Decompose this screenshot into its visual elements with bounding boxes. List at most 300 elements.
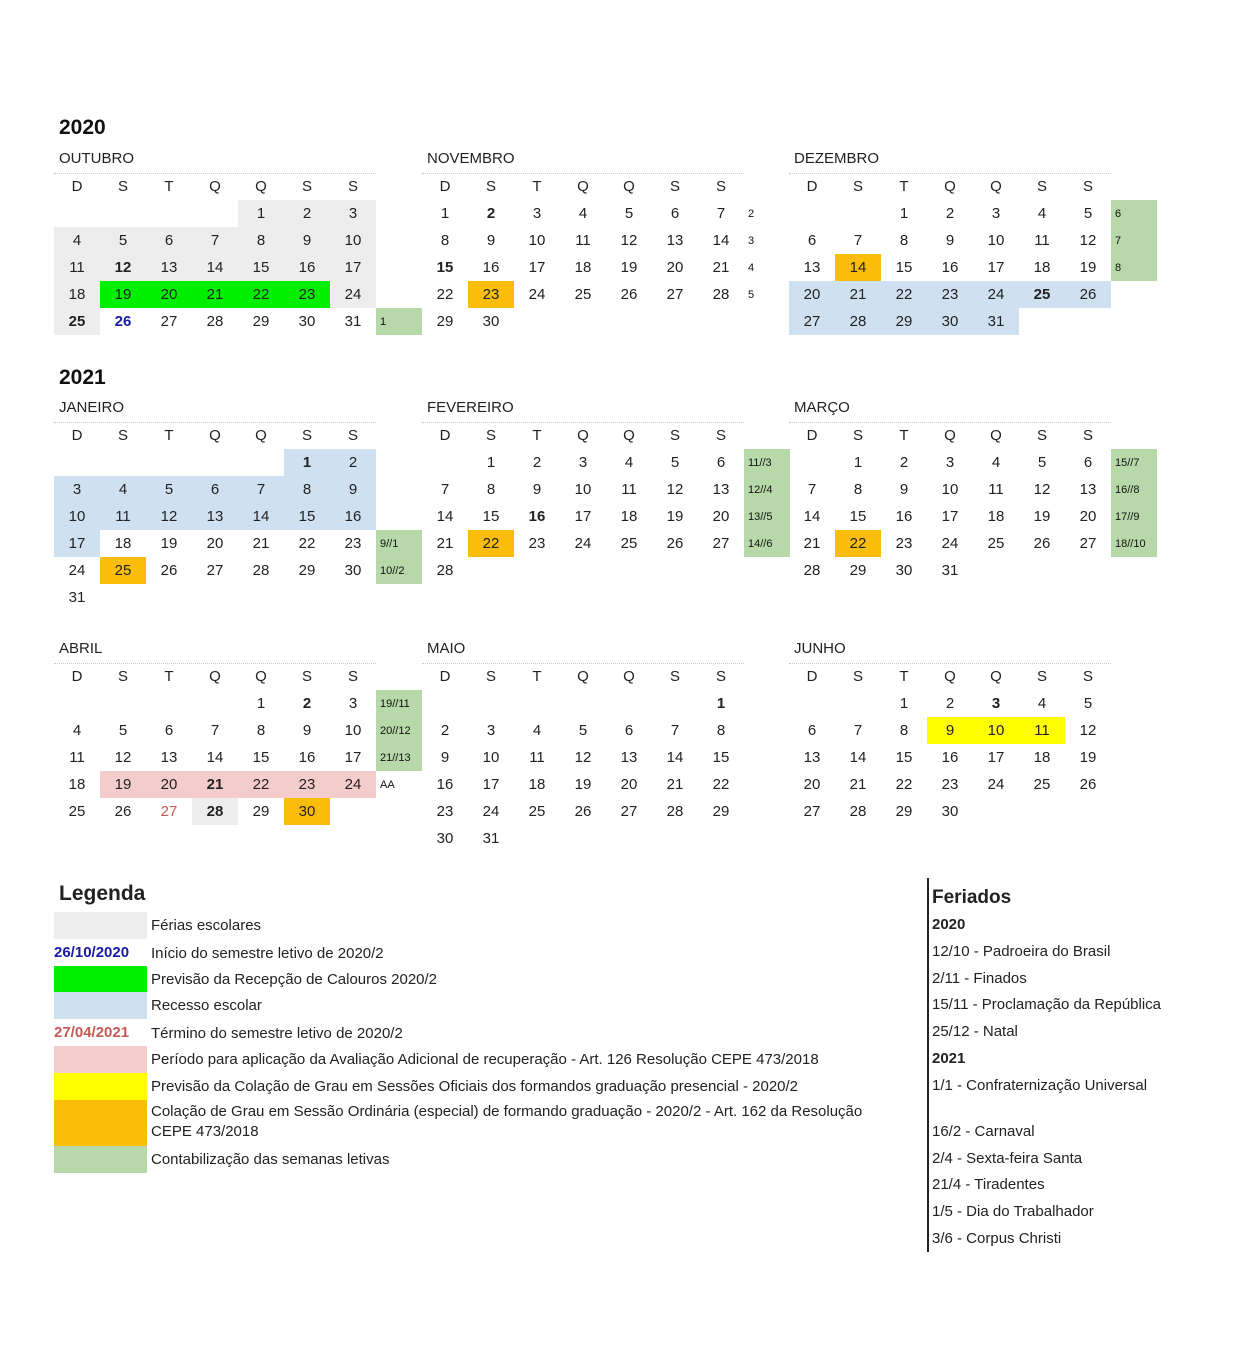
day-cell: 28 [192, 798, 238, 825]
day-cell: 16 [528, 508, 546, 525]
day-cell: 16 [895, 508, 913, 525]
legend-text: Contabilização das semanas letivas [151, 1151, 390, 1168]
weekday-label: D [439, 427, 451, 444]
day-cell: 19 [160, 535, 178, 552]
day-cell: 14 [849, 749, 867, 766]
day-cell: 1 [899, 695, 909, 712]
legend-swatch [54, 1046, 147, 1073]
day-cell: 18 [987, 508, 1005, 525]
day-cell: 17 [987, 259, 1005, 276]
week-count-cell: 9//1 [376, 530, 422, 557]
weekday-label: S [1082, 427, 1093, 444]
day-cell: 23 [927, 281, 973, 308]
day-cell: 22 [238, 281, 284, 308]
week-count-cell: 18//10 [1111, 530, 1157, 557]
day-cell: 13 [803, 259, 821, 276]
day-cell: 4 [624, 454, 634, 471]
week-count-cell: 12//4 [744, 476, 790, 503]
day-cell: 10 [941, 481, 959, 498]
weekday-label: S [301, 427, 312, 444]
weekday-label: T [899, 178, 909, 195]
day-cell: 9 [440, 749, 450, 766]
day-cell: 28 [849, 803, 867, 820]
day-cell: 28 [835, 308, 881, 335]
day-cell: 5 [578, 722, 588, 739]
day-cell: 22 [835, 530, 881, 557]
day-cell: 12 [666, 481, 684, 498]
day-cell: 7 [807, 481, 817, 498]
day-cell: 26 [1033, 535, 1051, 552]
day-cell: 15 [238, 254, 284, 281]
day-cell: 20 [803, 776, 821, 793]
day-cell: 26 [1079, 776, 1097, 793]
weekday-label: S [485, 178, 496, 195]
legend-text: Previsão da Colação de Grau em Sessões Oficiais dos formandos graduação presencial - 2020/2 [151, 1078, 799, 1095]
feriado-item: 1/1 - Confraternização Universal [932, 1077, 1148, 1094]
day-cell: 2 [945, 695, 955, 712]
day-cell: 2 [945, 205, 955, 222]
day-cell: 4 [1037, 695, 1047, 712]
weekday-label: Q [990, 178, 1002, 195]
week-count-cell: 8 [1111, 254, 1157, 281]
day-cell: 31 [482, 830, 500, 847]
day-cell: 20 [146, 281, 192, 308]
day-cell: 4 [72, 722, 82, 739]
day-cell: 10 [528, 232, 546, 249]
week-count-cell: 17//9 [1111, 503, 1157, 530]
year-label: 2020 [59, 116, 106, 139]
day-cell: 10 [344, 722, 362, 739]
weekday-label: S [301, 668, 312, 685]
day-cell: 22 [895, 776, 913, 793]
weekday-label: Q [990, 668, 1002, 685]
day-cell: 15 [284, 503, 330, 530]
day-cell: 8 [256, 722, 266, 739]
weekday-label: T [532, 427, 542, 444]
day-cell: 9 [330, 476, 376, 503]
month-name: MARÇO [794, 399, 850, 416]
feriado-item: 2/4 - Sexta-feira Santa [932, 1150, 1083, 1167]
feriados-divider [927, 878, 929, 1252]
day-cell: 5 [670, 454, 680, 471]
day-cell: 25 [68, 803, 86, 820]
day-cell: 8 [440, 232, 450, 249]
week-count-cell: 10//2 [376, 557, 422, 584]
weekday-label: S [347, 427, 358, 444]
day-cell: 20 [789, 281, 835, 308]
day-cell: 25 [620, 535, 638, 552]
day-cell: 24 [482, 803, 500, 820]
day-cell: 11 [69, 749, 85, 766]
day-cell: 12 [1033, 481, 1051, 498]
day-cell: 25 [1033, 776, 1051, 793]
weekday-label: S [852, 668, 863, 685]
day-cell: 13 [146, 254, 192, 281]
legend-text: Período para aplicação da Avaliação Adicional de recuperação - Art. 126 Resolução CEPE 473/2018 [151, 1051, 819, 1068]
day-cell: 30 [895, 562, 913, 579]
weekday-label: Q [623, 668, 635, 685]
day-cell: 19 [620, 259, 638, 276]
day-cell: 31 [973, 308, 1019, 335]
day-cell: 4 [991, 454, 1001, 471]
week-count-cell: 21//13 [376, 744, 422, 771]
weekday-label: D [71, 427, 83, 444]
day-cell: 14 [206, 749, 224, 766]
day-cell: 8 [238, 227, 284, 254]
day-cell: 7 [670, 722, 680, 739]
day-cell: 10 [54, 503, 100, 530]
day-cell: 15 [849, 508, 867, 525]
day-cell: 25 [100, 557, 146, 584]
day-cell: 2 [440, 722, 450, 739]
day-cell: 12 [100, 254, 146, 281]
day-cell: 5 [1083, 695, 1093, 712]
day-cell: 17 [330, 254, 376, 281]
weekday-label: T [164, 178, 174, 195]
day-cell: 18 [68, 776, 86, 793]
day-cell: 3 [330, 200, 376, 227]
week-count-cell: 5 [748, 288, 755, 301]
legend-text: Recesso escolar [151, 997, 262, 1014]
feriado-item: 1/5 - Dia do Trabalhador [932, 1203, 1094, 1220]
day-cell: 14 [803, 508, 821, 525]
day-cell: 12 [146, 503, 192, 530]
day-cell: 23 [941, 776, 959, 793]
day-cell: 11 [529, 749, 545, 766]
day-cell: 27 [712, 535, 730, 552]
day-cell: 3 [348, 695, 358, 712]
week-count-cell: AA [380, 778, 395, 791]
day-cell: 18 [114, 535, 132, 552]
day-cell: 24 [574, 535, 592, 552]
day-cell: 22 [298, 535, 316, 552]
day-cell: 11 [54, 254, 100, 281]
day-cell: 23 [284, 771, 330, 798]
day-cell: 11 [100, 503, 146, 530]
weekday-label: Q [990, 427, 1002, 444]
day-cell: 8 [284, 476, 330, 503]
day-cell: 25 [528, 803, 546, 820]
week-count-cell: 3 [748, 234, 755, 247]
day-cell: 16 [941, 259, 959, 276]
day-cell: 5 [624, 205, 634, 222]
day-cell: 28 [666, 803, 684, 820]
day-cell: 7 [853, 232, 863, 249]
day-cell: 4 [578, 205, 588, 222]
day-cell: 1 [899, 205, 909, 222]
day-cell: 19 [574, 776, 592, 793]
day-cell: 24 [528, 286, 546, 303]
day-cell: 3 [486, 722, 496, 739]
day-cell: 19 [1033, 508, 1051, 525]
day-cell: 21 [666, 776, 684, 793]
weekday-label: S [117, 668, 128, 685]
day-cell: 21 [835, 281, 881, 308]
weekday-label: T [532, 668, 542, 685]
day-cell: 10 [973, 717, 1019, 744]
day-cell: 19 [100, 281, 146, 308]
legend-swatch [54, 1100, 147, 1146]
legend-swatch [54, 1073, 147, 1100]
day-cell: 5 [1037, 454, 1047, 471]
day-cell: 16 [436, 776, 454, 793]
feriado-item: 15/11 - Proclamação da República [932, 996, 1162, 1013]
day-cell: 25 [574, 286, 592, 303]
day-cell: 20 [146, 771, 192, 798]
day-cell: 27 [160, 313, 178, 330]
day-cell: 17 [987, 749, 1005, 766]
day-cell: 13 [192, 503, 238, 530]
day-cell: 29 [881, 308, 927, 335]
day-cell: 5 [100, 227, 146, 254]
weekday-label: Q [255, 427, 267, 444]
day-cell: 26 [160, 562, 178, 579]
day-cell: 7 [192, 227, 238, 254]
weekday-label: Q [209, 427, 221, 444]
day-cell: 15 [252, 749, 270, 766]
day-cell: 17 [54, 530, 100, 557]
day-cell: 14 [192, 254, 238, 281]
day-cell: 26 [114, 803, 132, 820]
day-cell: 6 [807, 232, 817, 249]
week-count-cell: 13//5 [744, 503, 790, 530]
day-cell: 3 [578, 454, 588, 471]
weekday-label: T [899, 427, 909, 444]
day-cell: 25 [54, 308, 100, 335]
weekday-label: S [852, 178, 863, 195]
day-cell: 28 [252, 562, 270, 579]
day-cell: 11 [575, 232, 591, 249]
day-cell: 14 [436, 508, 454, 525]
day-cell: 26 [1065, 281, 1111, 308]
day-cell: 31 [344, 313, 362, 330]
legend-swatch [54, 912, 147, 939]
day-cell: 8 [716, 722, 726, 739]
legend-swatch [54, 1146, 147, 1173]
day-cell: 7 [440, 481, 450, 498]
legend-text: Início do semestre letivo de 2020/2 [151, 945, 384, 962]
weekday-label: S [117, 427, 128, 444]
day-cell: 23 [468, 281, 514, 308]
day-cell: 17 [574, 508, 592, 525]
day-cell: 27 [666, 286, 684, 303]
day-cell: 3 [945, 454, 955, 471]
day-cell: 19 [1079, 749, 1097, 766]
weekday-label: S [1036, 178, 1047, 195]
day-cell: 24 [330, 281, 376, 308]
day-cell: 6 [1083, 454, 1093, 471]
day-cell: 28 [712, 286, 730, 303]
day-cell: 13 [620, 749, 638, 766]
day-cell: 14 [666, 749, 684, 766]
day-cell: 3 [54, 476, 100, 503]
day-cell: 9 [302, 722, 312, 739]
day-cell: 15 [895, 259, 913, 276]
weekday-label: Q [255, 668, 267, 685]
day-cell: 6 [670, 205, 680, 222]
day-cell: 13 [1079, 481, 1097, 498]
day-cell: 12 [574, 749, 592, 766]
feriado-item: 2/11 - Finados [932, 970, 1027, 987]
month-name: NOVEMBRO [427, 150, 515, 167]
weekday-label: D [806, 427, 818, 444]
feriado-item: 21/4 - Tiradentes [932, 1176, 1045, 1193]
day-cell: 30 [436, 830, 454, 847]
day-cell: 30 [927, 308, 973, 335]
day-cell: 5 [1083, 205, 1093, 222]
day-cell: 29 [849, 562, 867, 579]
day-cell: 21 [436, 535, 454, 552]
day-cell: 27 [789, 308, 835, 335]
weekday-label: Q [255, 178, 267, 195]
weekday-label: Q [209, 178, 221, 195]
day-cell: 20 [206, 535, 224, 552]
day-cell: 2 [284, 200, 330, 227]
day-cell: 6 [716, 454, 726, 471]
day-cell: 31 [68, 589, 86, 606]
feriados-title: Feriados [932, 887, 1012, 908]
day-cell: 1 [238, 200, 284, 227]
day-cell: 11 [1019, 717, 1065, 744]
feriado-item: 3/6 - Corpus Christi [932, 1230, 1062, 1247]
weekday-label: Q [577, 178, 589, 195]
legend-swatch [54, 992, 147, 1019]
week-count-cell: 7 [1111, 227, 1157, 254]
day-cell: 6 [164, 722, 174, 739]
day-cell: 9 [945, 232, 955, 249]
day-cell: 4 [54, 227, 100, 254]
day-cell: 25 [1019, 281, 1065, 308]
day-cell: 23 [895, 535, 913, 552]
day-cell: 13 [160, 749, 178, 766]
legend-swatch [54, 966, 147, 992]
day-cell: 4 [100, 476, 146, 503]
weekday-label: S [852, 427, 863, 444]
weekday-label: T [899, 668, 909, 685]
day-cell: 12 [620, 232, 638, 249]
day-cell: 2 [330, 449, 376, 476]
day-cell: 11 [1034, 232, 1050, 249]
day-cell: 9 [532, 481, 542, 498]
day-cell: 11 [621, 481, 637, 498]
month-name: DEZEMBRO [794, 150, 880, 167]
day-cell: 5 [146, 476, 192, 503]
week-count-cell: 1 [376, 308, 422, 335]
weekday-label: S [1082, 668, 1093, 685]
weekday-label: D [71, 178, 83, 195]
day-cell: 29 [252, 803, 270, 820]
day-cell: 10 [330, 227, 376, 254]
weekday-label: S [715, 427, 726, 444]
day-cell: 28 [803, 562, 821, 579]
day-cell: 20 [620, 776, 638, 793]
day-cell: 22 [468, 530, 514, 557]
day-cell: 30 [344, 562, 362, 579]
day-cell: 6 [192, 476, 238, 503]
day-cell: 2 [532, 454, 542, 471]
day-cell: 23 [284, 281, 330, 308]
day-cell: 30 [941, 803, 959, 820]
day-cell: 12 [1079, 722, 1097, 739]
day-cell: 22 [238, 771, 284, 798]
week-count-cell: 20//12 [376, 717, 422, 744]
day-cell: 3 [991, 695, 1001, 712]
day-cell: 7 [238, 476, 284, 503]
week-count-cell: 14//6 [744, 530, 790, 557]
day-cell: 13 [712, 481, 730, 498]
weekday-label: Q [577, 668, 589, 685]
day-cell: 13 [666, 232, 684, 249]
day-cell: 16 [284, 254, 330, 281]
weekday-label: S [715, 178, 726, 195]
weekday-label: S [669, 178, 680, 195]
weekday-label: D [439, 668, 451, 685]
day-cell: 30 [298, 313, 316, 330]
day-cell: 15 [712, 749, 730, 766]
day-cell: 17 [482, 776, 500, 793]
weekday-label: S [301, 178, 312, 195]
legend-text: Férias escolares [151, 917, 262, 934]
day-cell: 11 [988, 481, 1004, 498]
weekday-label: Q [623, 427, 635, 444]
day-cell: 9 [899, 481, 909, 498]
day-cell: 29 [436, 313, 454, 330]
weekday-label: Q [623, 178, 635, 195]
day-cell: 4 [532, 722, 542, 739]
weekday-label: Q [577, 427, 589, 444]
day-cell: 6 [624, 722, 634, 739]
weekday-label: S [485, 668, 496, 685]
weekday-label: D [439, 178, 451, 195]
day-cell: 26 [666, 535, 684, 552]
day-cell: 23 [436, 803, 454, 820]
day-cell: 18 [574, 259, 592, 276]
day-cell: 18 [1033, 749, 1051, 766]
day-cell: 2 [899, 454, 909, 471]
day-cell: 24 [987, 776, 1005, 793]
day-cell: 5 [118, 722, 128, 739]
day-cell: 15 [895, 749, 913, 766]
day-cell: 27 [620, 803, 638, 820]
legend-text: Previsão da Recepção de Calouros 2020/2 [151, 971, 438, 988]
year-label: 2021 [59, 366, 106, 389]
week-count-cell: 15//7 [1111, 449, 1157, 476]
day-cell: 30 [284, 798, 330, 825]
week-count-cell: 2 [748, 207, 755, 220]
weekday-label: T [164, 668, 174, 685]
legend-date: 26/10/2020 [54, 944, 130, 961]
day-cell: 23 [528, 535, 546, 552]
weekday-label: S [669, 427, 680, 444]
day-cell: 27 [206, 562, 224, 579]
day-cell: 14 [712, 232, 730, 249]
day-cell: 21 [712, 259, 730, 276]
day-cell: 18 [620, 508, 638, 525]
day-cell: 28 [206, 313, 224, 330]
day-cell: 22 [436, 286, 454, 303]
weekday-label: S [669, 668, 680, 685]
day-cell: 24 [973, 281, 1019, 308]
day-cell: 7 [853, 722, 863, 739]
day-cell: 24 [68, 562, 86, 579]
day-cell: 8 [899, 232, 909, 249]
day-cell: 21 [803, 535, 821, 552]
day-cell: 26 [620, 286, 638, 303]
day-cell: 9 [284, 227, 330, 254]
day-cell: 13 [803, 749, 821, 766]
day-cell: 21 [192, 771, 238, 798]
day-cell: 29 [712, 803, 730, 820]
